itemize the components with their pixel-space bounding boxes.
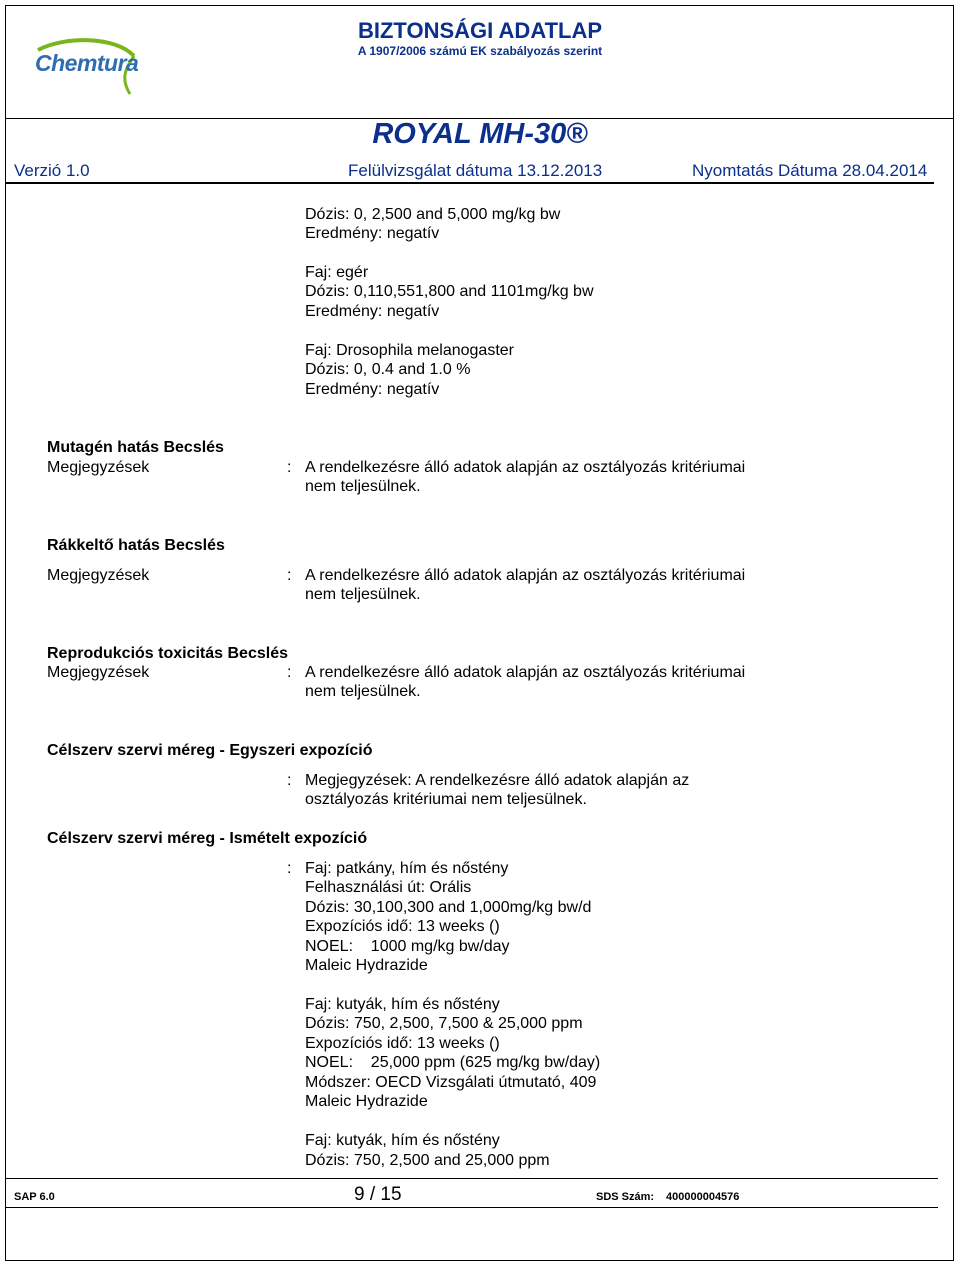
stot-repeated-line: Faj: patkány, hím és nőstény: [305, 860, 509, 877]
section-heading-carcinogen: Rákkeltő hatás Becslés: [47, 537, 225, 554]
document-subtitle: A 1907/2006 számú EK szabályozás szerint: [357, 44, 603, 58]
intro-line: Dózis: 0,110,551,800 and 1101mg/kg bw: [305, 283, 594, 300]
frame-bottom: [5, 1260, 954, 1261]
label-megjegyzesek: Megjegyzések: [47, 567, 150, 584]
intro-line: Eredmény: negatív: [305, 225, 440, 242]
intro-line: Eredmény: negatív: [305, 303, 440, 320]
section-heading-stot-single: Célszerv szervi méreg - Egyszeri expozíció: [47, 742, 373, 759]
colon: :: [287, 860, 292, 877]
colon: :: [287, 772, 292, 789]
section-heading-stot-repeated: Célszerv szervi méreg - Ismételt expozíció: [47, 830, 368, 847]
page-number: 9 / 15: [354, 1184, 402, 1205]
stot-repeated-line: Maleic Hydrazide: [305, 1093, 428, 1110]
colon: :: [287, 567, 292, 584]
stot-repeated-line: NOEL: 1000 mg/kg bw/day: [305, 938, 510, 955]
stot-repeated-line: Dózis: 750, 2,500, 7,500 & 25,000 ppm: [305, 1015, 583, 1032]
intro-line: Dózis: 0, 2,500 and 5,000 mg/kg bw: [305, 206, 561, 223]
sds-number: 400000004576: [666, 1191, 740, 1203]
stot-single-remark: Megjegyzések: A rendelkezésre álló adatok alapján az: [305, 772, 690, 789]
footer-sap: SAP 6.0: [14, 1191, 55, 1203]
stot-repeated-line: Faj: kutyák, hím és nőstény: [305, 996, 500, 1013]
revision-date: Felülvizsgálat dátuma 13.12.2013: [348, 161, 603, 180]
mutagen-remark: nem teljesülnek.: [305, 478, 421, 495]
footer-bottom-line: [6, 1207, 938, 1208]
section-heading-reproductive: Reprodukciós toxicitás Becslés: [47, 645, 288, 662]
label-megjegyzesek: Megjegyzések: [47, 459, 150, 476]
footer-divider: [6, 1178, 938, 1179]
stot-repeated-line: Expozíciós idő: 13 weeks (): [305, 1035, 500, 1052]
product-name: ROYAL MH-30®: [372, 118, 588, 150]
colon: :: [287, 664, 292, 681]
print-date: Nyomtatás Dátuma 28.04.2014: [692, 161, 928, 180]
intro-line: Faj: Drosophila melanogaster: [305, 342, 514, 359]
stot-repeated-line: Faj: kutyák, hím és nőstény: [305, 1132, 500, 1149]
chemtura-logo-text: Chemtura: [35, 50, 139, 76]
stot-repeated-line: Dózis: 30,100,300 and 1,000mg/kg bw/d: [305, 899, 592, 916]
intro-line: Dózis: 0, 0.4 and 1.0 %: [305, 361, 471, 378]
stot-repeated-line: Felhasználási út: Orális: [305, 879, 472, 896]
version: Verzió 1.0: [14, 161, 90, 180]
stot-repeated-line: NOEL: 25,000 ppm (625 mg/kg bw/day): [305, 1054, 601, 1071]
stot-repeated-line: Dózis: 750, 2,500 and 25,000 ppm: [305, 1152, 550, 1169]
reproductive-remark: nem teljesülnek.: [305, 683, 421, 700]
frame-top: [5, 5, 954, 6]
intro-line: Faj: egér: [305, 264, 369, 281]
mutagen-remark: A rendelkezésre álló adatok alapján az osztályozás kritériumai: [305, 459, 746, 476]
frame-left: [5, 5, 6, 1261]
label-megjegyzesek: Megjegyzések: [47, 664, 150, 681]
document-title: BIZTONSÁGI ADATLAP: [357, 18, 603, 43]
frame-right: [953, 5, 954, 1261]
carcinogen-remark: nem teljesülnek.: [305, 586, 421, 603]
stot-repeated-line: Expozíciós idő: 13 weeks (): [305, 918, 500, 935]
colon: :: [287, 459, 292, 476]
stot-single-remark: osztályozás kritériumai nem teljesülnek.: [305, 791, 587, 808]
carcinogen-remark: A rendelkezésre álló adatok alapján az osztályozás kritériumai: [305, 567, 746, 584]
stot-repeated-line: Módszer: OECD Vizsgálati útmutató, 409: [305, 1074, 597, 1091]
stot-repeated-line: Maleic Hydrazide: [305, 957, 428, 974]
sds-label: SDS Szám:: [596, 1191, 655, 1203]
meta-divider: [6, 182, 934, 184]
intro-line: Eredmény: negatív: [305, 381, 440, 398]
reproductive-remark: A rendelkezésre álló adatok alapján az osztályozás kritériumai: [305, 664, 746, 681]
section-heading-mutagen: Mutagén hatás Becslés: [47, 439, 224, 456]
